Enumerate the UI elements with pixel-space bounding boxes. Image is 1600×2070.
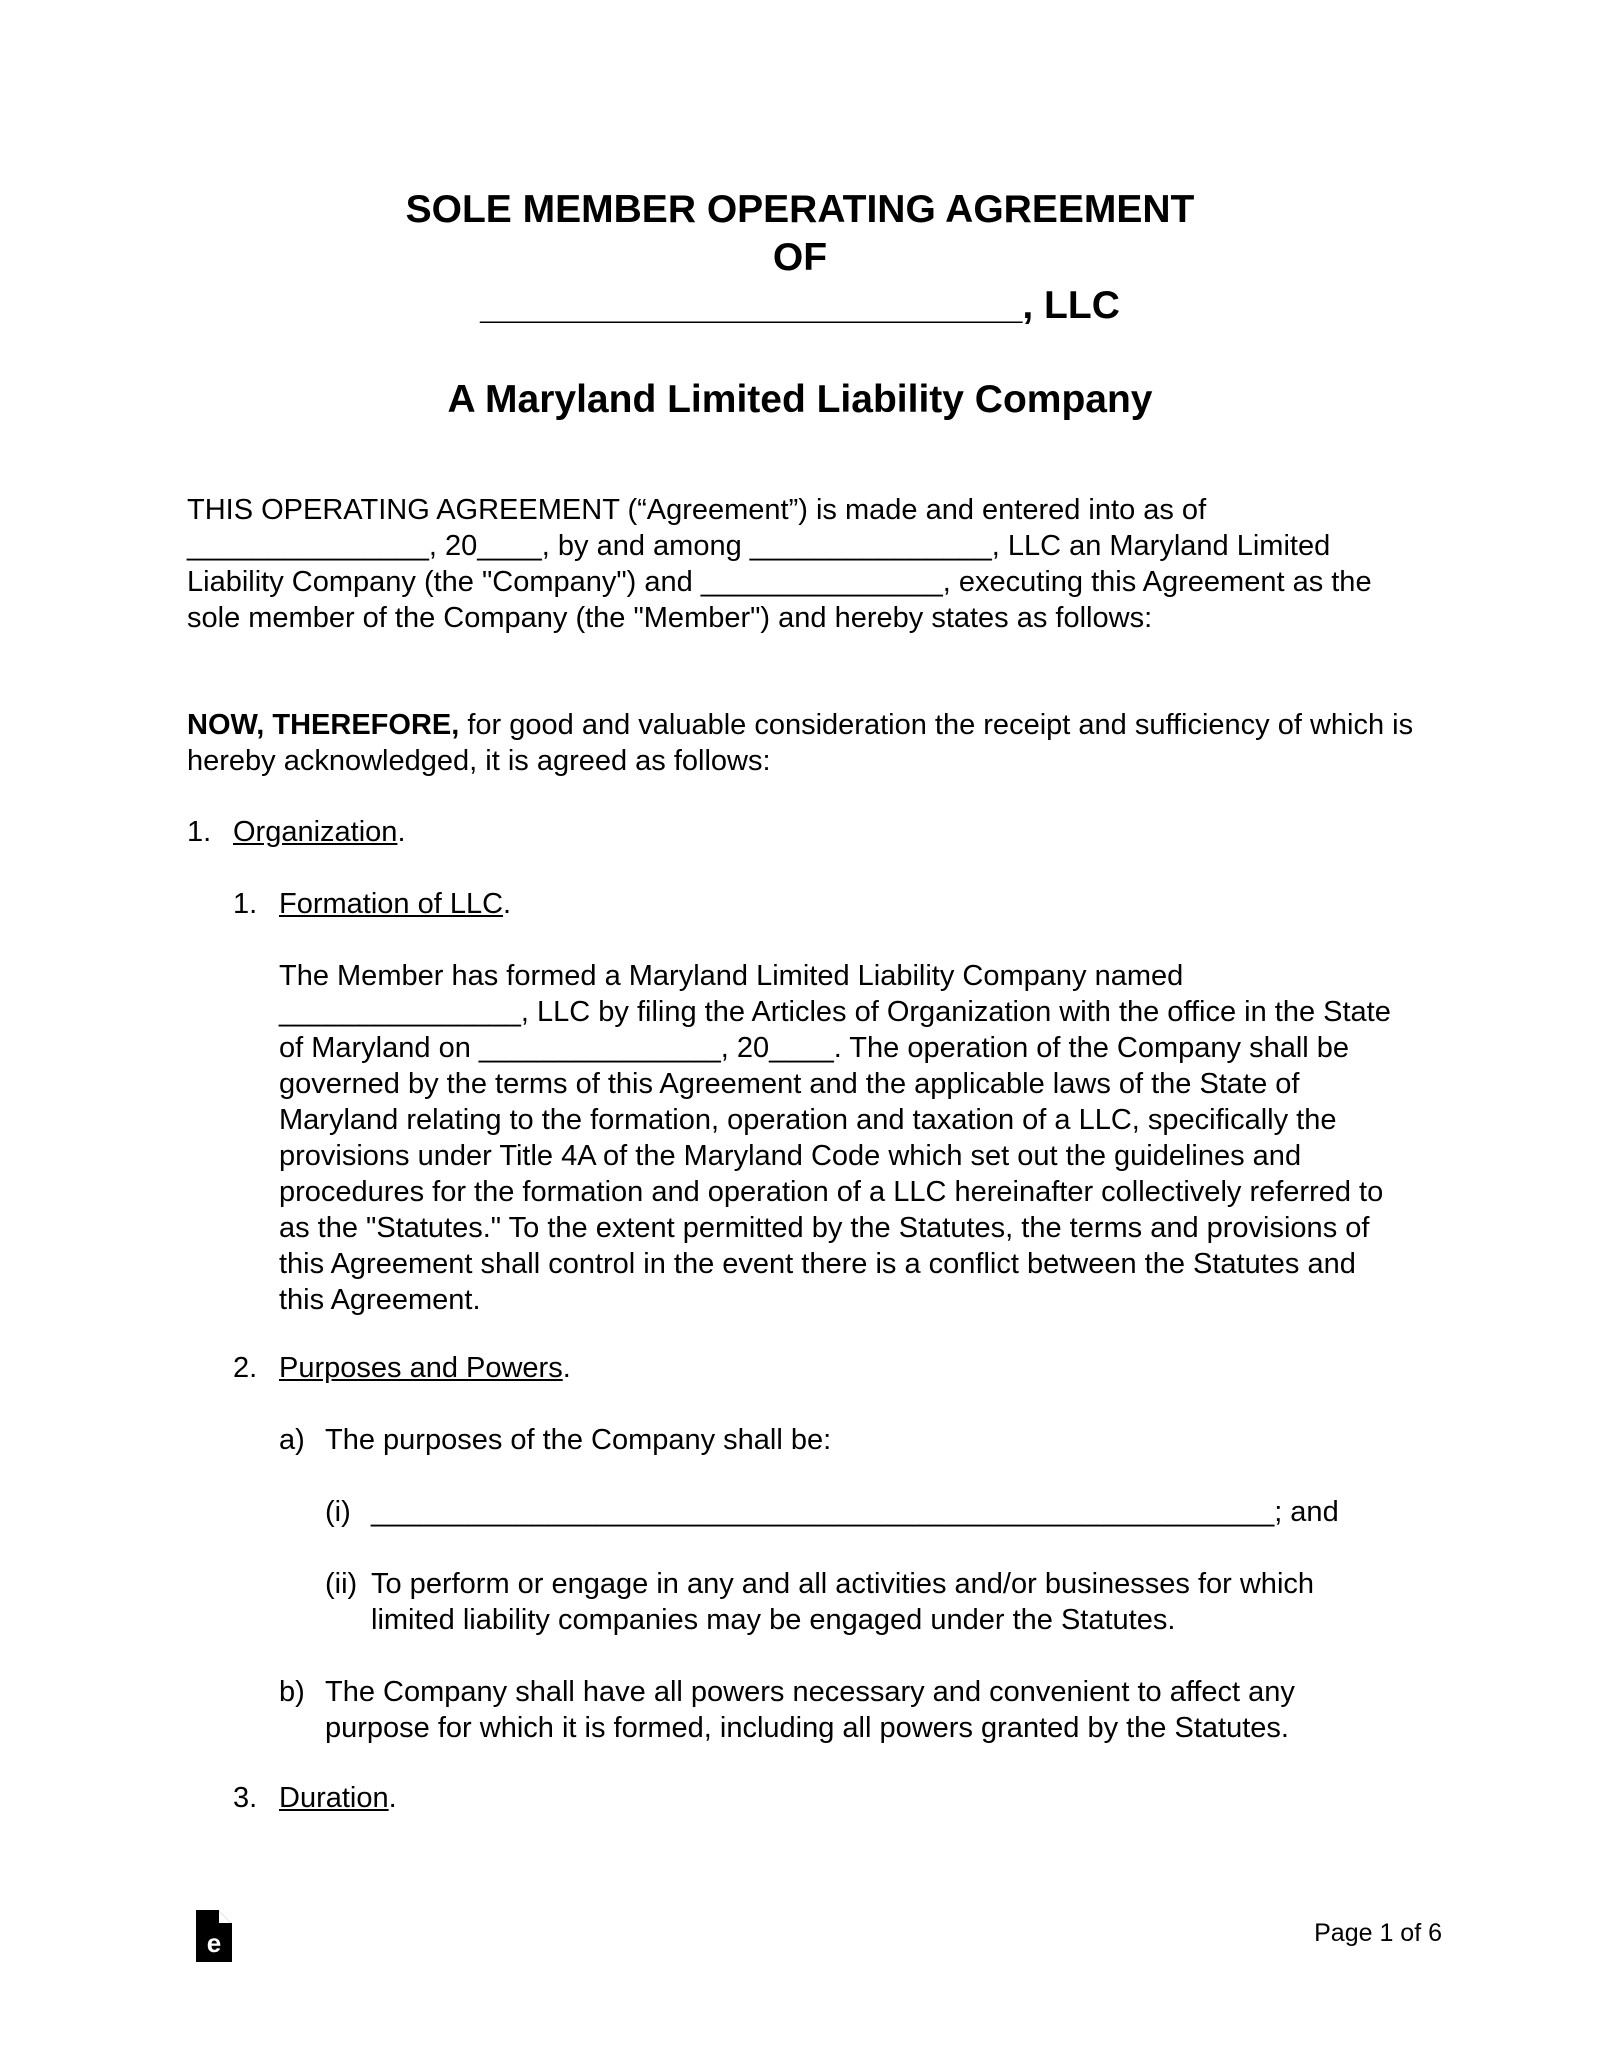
clause-a-label: a) xyxy=(279,1424,305,1456)
subtitle-text: A Maryland Limited Liability Company xyxy=(447,378,1153,421)
intro-paragraph: THIS OPERATING AGREEMENT (“Agreement”) is made and entered into as of _______________, 20____, by and among _______________, LLC an Maryland Limited Liability Company (the "Company") and _______________, executing this Agreement as the sole member of the Company (the "Member") and hereby states as follows: xyxy=(187,494,1372,634)
eforms-logo-icon xyxy=(196,1910,232,1962)
section-1-3-title: Duration xyxy=(279,1782,389,1814)
section-1-1-title: Formation of LLC xyxy=(279,888,504,920)
document-subtitle xyxy=(0,376,1600,424)
svg-text:e: e xyxy=(206,1928,222,1958)
section-1-3-number: 3. xyxy=(233,1782,258,1814)
title-line-2: OF xyxy=(772,236,828,279)
page-number: Page 1 of 6 xyxy=(1314,1919,1442,1947)
section-1-1-period: . xyxy=(503,888,512,920)
section-1-2-title: Purposes and Powers xyxy=(279,1352,563,1384)
now-therefore-rest: for good and valuable consideration the receipt and sufficiency of which is hereby acknowledged, it is agreed as follows: xyxy=(187,709,1414,777)
document-title xyxy=(0,186,1600,330)
clause-a-text: The purposes of the Company shall be: xyxy=(325,1424,832,1456)
clause-i-label: (i) xyxy=(325,1496,351,1528)
section-1-period: . xyxy=(397,816,406,848)
clause-ii xyxy=(325,1566,1390,1638)
clause-b-text: The Company shall have all powers necessary and convenient to affect any purpose for which it is formed, including all powers granted by the Statutes. xyxy=(325,1676,1295,1744)
section-1-1-number: 1. xyxy=(233,888,258,920)
section-1-2-number: 2. xyxy=(233,1352,258,1384)
clause-ii-text: To perform or engage in any and all activities and/or businesses for which limited liability companies may be engaged under the Statutes. xyxy=(371,1568,1315,1636)
section-1-title: Organization xyxy=(233,816,398,848)
clause-b-label: b) xyxy=(279,1676,305,1708)
clause-ii-label: (ii) xyxy=(325,1568,358,1600)
section-1-number: 1. xyxy=(187,816,212,848)
section-1-2-period: . xyxy=(562,1352,571,1384)
section-1-1-body: The Member has formed a Maryland Limited Liability Company named _______________, LLC by filing the Articles of Organization with the office in the State of Maryland on _______________, 20____. The operation of the Company shall be governed by the terms of this Agreement and the applicable laws of the State of Maryland relating to the formation, operation and taxation of a LLC, specifically the provisions under Title 4A of the Maryland Code which set out the guidelines and procedures for the formation and operation of a LLC hereinafter collectively referred to as the "Statutes." To the extent permitted by the Statutes, the terms and provisions of this Agreement shall control in the event there is a conflict between the Statutes and this Agreement. xyxy=(279,960,1391,1316)
clause-b xyxy=(279,1674,1379,1746)
clause-i-text: ________________________________________________________; and xyxy=(371,1496,1339,1528)
title-line-3: _________________________, LLC xyxy=(480,284,1120,327)
clause-a xyxy=(279,1422,1394,1458)
now-therefore-paragraph xyxy=(187,707,1427,779)
section-1-3-period: . xyxy=(388,1782,397,1814)
clause-i xyxy=(325,1494,1395,1530)
now-therefore-bold: NOW, THEREFORE, xyxy=(187,709,460,741)
title-line-1: SOLE MEMBER OPERATING AGREEMENT xyxy=(405,188,1195,231)
